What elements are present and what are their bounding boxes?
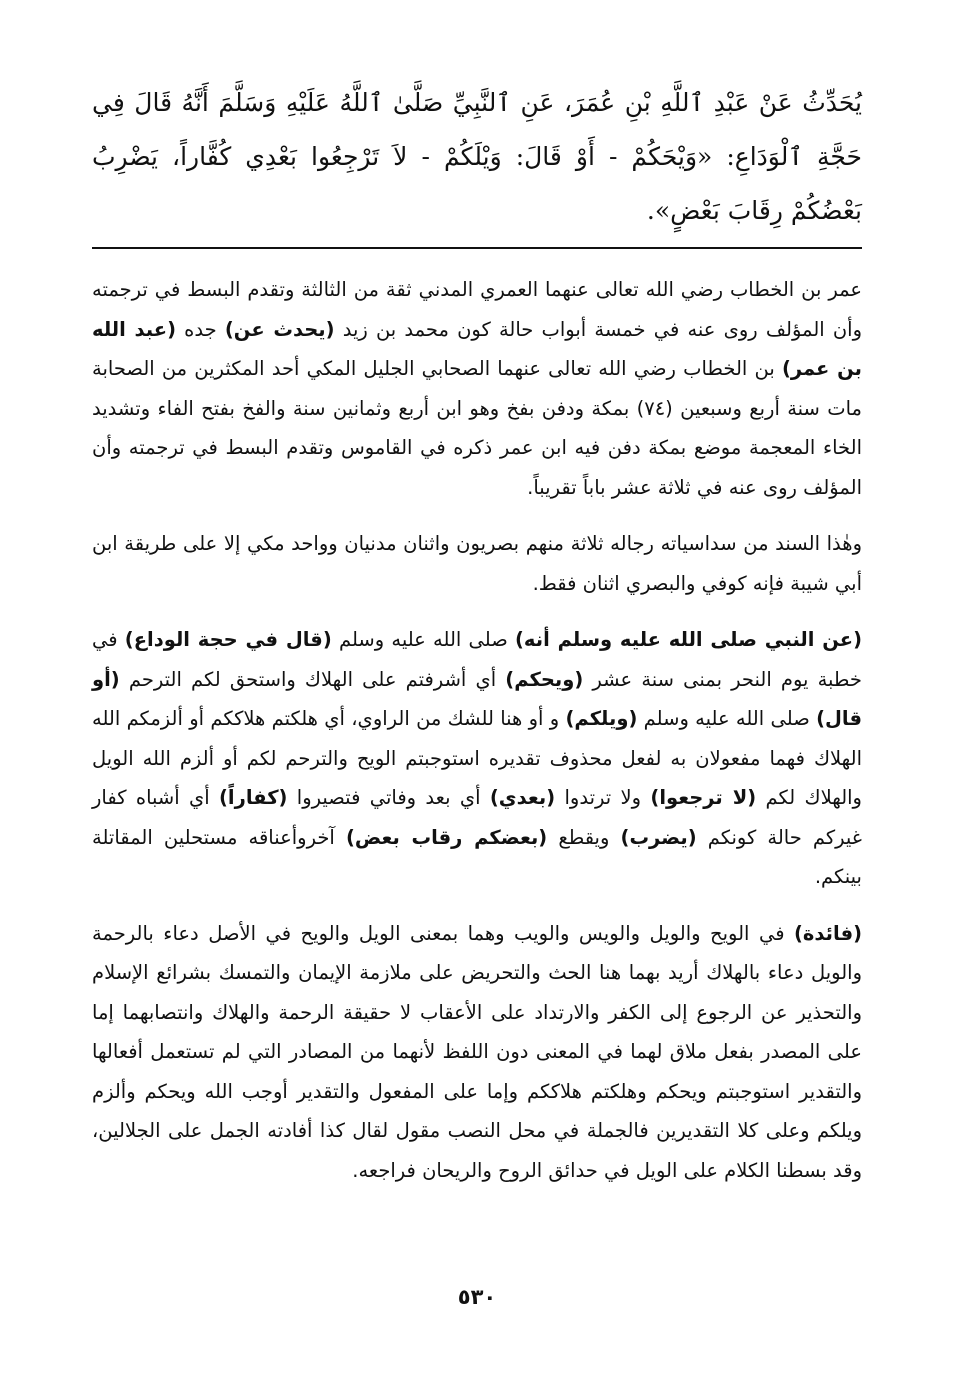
commentary bbox=[92, 270, 862, 1207]
commentary-paragraph-4: (فائدة) في الويح والويل والويس والويب وهما بمعنى الويل والويح في الأصل دعاء بالرحمة والويل دعاء بالهلاك أريد بهما هنا الحث والتحريض على ملازمة الإيمان والتمسك بشرائع الإسلام والتحذير عن الرجوع إلى الكفر والارتداد على الأعقاب لا حقيقة الرحمة والهلاك وانتصابهما إما على المصدر بفعل ملاق لهما في المعنى دون اللفظ لأنهما من المصادر التي لم تستعمل أفعالها والتقدير استوجبتم ويحكم وهلكتم هلاككم وإما على المفعول والتقدير أوجب الله ويحكم وألزم ويلكم وعلى كلا التقديرين فالجملة في محل النصب مقول لقال كذا أفادته الجمل على الجلالين، وقد بسطنا الكلام على الويل في حدائق الروح والريحان فراجعه. bbox=[92, 921, 862, 1182]
commentary-paragraph-2: وهٰذا السند من سداسياته رجاله ثلاثة منهم بصريون واثنان مدنيان وواحد مكي إلا على طريقة ابن أبي شيبة فإنه كوفي والبصري اثنان فقط. bbox=[92, 532, 862, 595]
commentary-paragraph-3: (عن النبي صلى الله عليه وسلم أنه) صلى الله عليه وسلم (قال في حجة الوداع) في خطبة يوم النحر بمنى سنة عشر (ويحكم) أي أشرفتم على الهلاك واستحق لكم الترحم (أو قال) صلى الله عليه وسلم (ويلكم) و أو هنا للشك من الراوي، أي هلكتم هلاككم أو ألزمكم الله الهلاك فهما مفعولان به لفعل محذوف تقديره استوجبتم الويح والترحم لكم أو ألزم الله الويل والهلاك لكم (لا ترجعوا) ولا ترتدوا (بعدي) أي بعد وفاتي فتصيروا (كفاراً) أي أشباه كفار غيركم حالة كونكم (يضرب) ويقطع (بعضكم رقاب بعض) آخروأعناقه مستحلين المقاتلة بينكم. bbox=[92, 628, 863, 888]
commentary-paragraph-1: عمر بن الخطاب رضي الله تعالى عنهما العمري المدني ثقة من الثالثة وتقدم البسط في ترجمته وأن المؤلف روى عنه في خمسة أبواب حالة كون محمد بن زيد (يحدث عن) جده (عبد الله بن عمر) بن الخطاب رضي الله تعالى عنهما الصحابي الجليل المكي أحد المكثرين من الصحابة مات سنة أربع وسبعين (٧٤) بمكة ودفن بفخ وهو ابن أربع وثمانين سنة والفخ بفتح الفاء وتشديد الخاء المعجمة موضع بمكة دفن فيه ابن عمر ذكره في القاموس وتقدم البسط في ترجمته وأن المؤلف روى عنه في ثلاثة عشر باباً تقريباً. bbox=[92, 278, 862, 499]
page-number: ٥٣٠ bbox=[457, 1285, 497, 1309]
footnote-divider bbox=[92, 247, 862, 249]
hadith-text: يُحَدِّثُ عَنْ عَبْدِ ٱللَّهِ بْنِ عُمَرَ، عَنِ ٱلنَّبِيِّ صَلَّىٰ ٱللَّهُ عَلَيْهِ وَسَلَّمَ أَنَّهُ قَالَ فِي حَجَّةِ ٱلْوَدَاعِ: «وَيْحَكُمْ - أَوْ قَالَ: وَيْلَكُمْ - لاَ تَرْجِعُوا بَعْدِي كُفَّاراً، يَضْرِبُ بَعْضُكُمْ رِقَابَ بَعْضٍ». bbox=[92, 88, 862, 225]
page bbox=[92, 0, 862, 1376]
